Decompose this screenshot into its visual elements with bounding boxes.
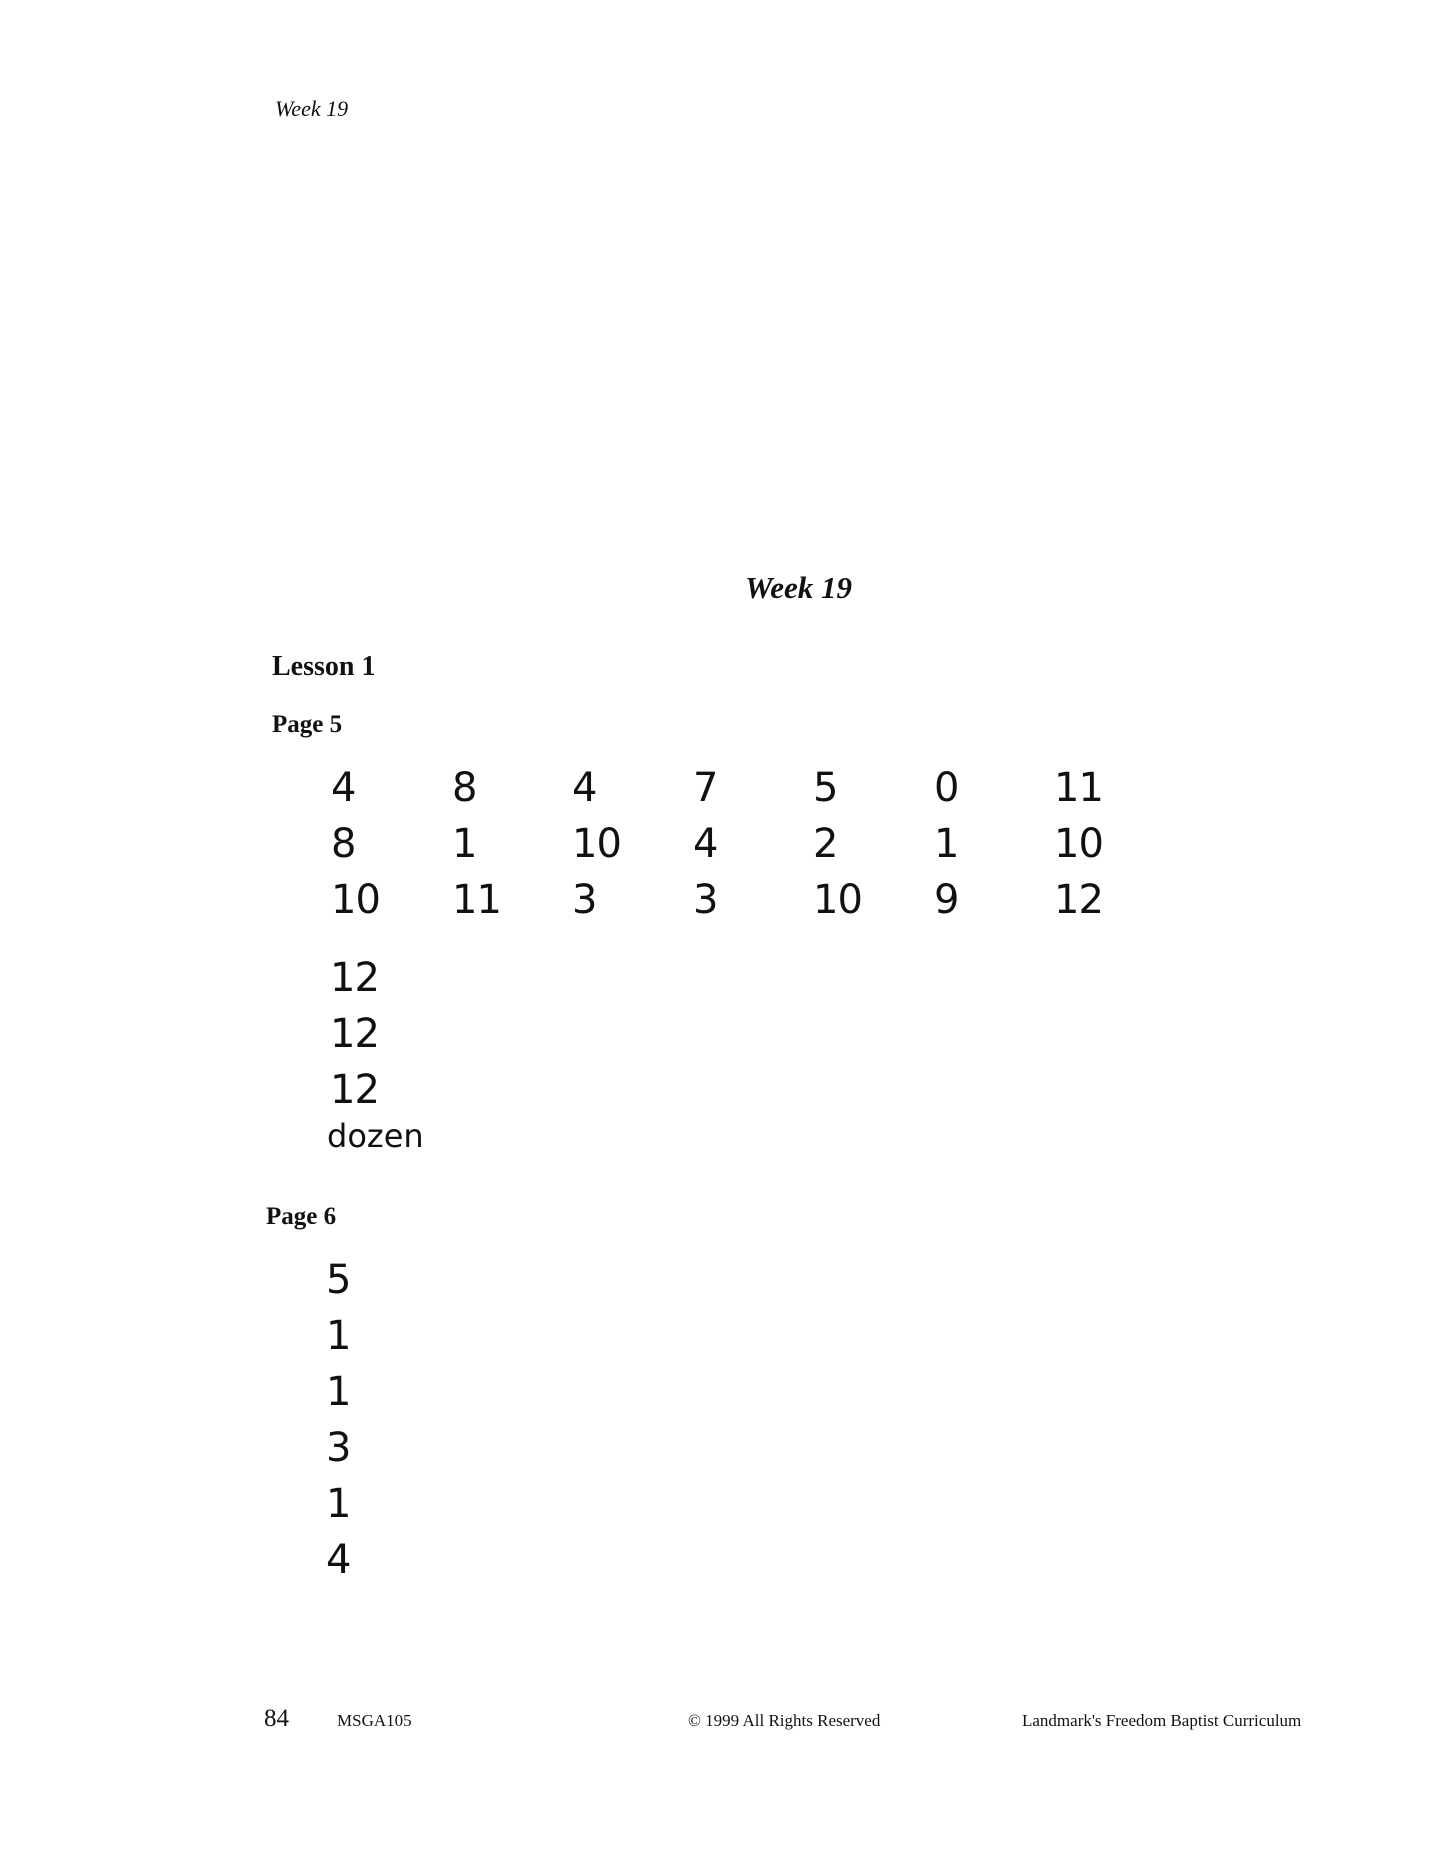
list-item: 1 [326,1369,351,1415]
list-item: 4 [326,1537,351,1583]
footer-page-number: 84 [264,1705,289,1732]
grid-cell: 8 [452,765,477,811]
grid-cell: 7 [693,765,718,811]
list-item: 12 [330,1011,379,1057]
grid-cell: 2 [813,821,838,867]
grid-cell: 10 [813,877,862,923]
page5-answer-list [327,955,530,1155]
list-item: 12 [330,955,379,1001]
footer-copyright: © 1999 All Rights Reserved [688,1711,881,1730]
footer-publisher: Landmark's Freedom Baptist Curriculum [1022,1711,1302,1730]
running-header: Week 19 [275,96,349,121]
page5-answer-grid [0,765,1445,945]
list-item: 1 [326,1481,351,1527]
grid-cell: 4 [572,765,597,811]
page-title: Week 19 [745,570,853,605]
footer-course-code: MSGA105 [337,1711,412,1730]
grid-cell: 9 [934,877,959,923]
list-item: 1 [326,1313,351,1359]
grid-cell: 0 [934,765,959,811]
answer-word: dozen [327,1117,424,1155]
grid-cell: 10 [572,821,621,867]
grid-cell: 5 [813,765,838,811]
grid-cell: 3 [572,877,597,923]
grid-cell: 1 [452,821,477,867]
grid-cell: 10 [331,877,380,923]
page6-heading: Page 6 [266,1203,337,1230]
grid-cell: 11 [1054,765,1103,811]
lesson-heading: Lesson 1 [272,651,376,682]
grid-cell: 3 [693,877,718,923]
grid-cell: 12 [1054,877,1103,923]
grid-cell: 1 [934,821,959,867]
grid-cell: 4 [331,765,356,811]
grid-cell: 11 [452,877,501,923]
grid-cell: 4 [693,821,718,867]
page6-answer-list [326,1257,446,1597]
list-item: 5 [326,1257,351,1303]
grid-cell: 8 [331,821,356,867]
grid-cell: 10 [1054,821,1103,867]
list-item: 3 [326,1425,351,1471]
list-item: 12 [330,1067,379,1113]
page5-heading: Page 5 [272,711,343,738]
